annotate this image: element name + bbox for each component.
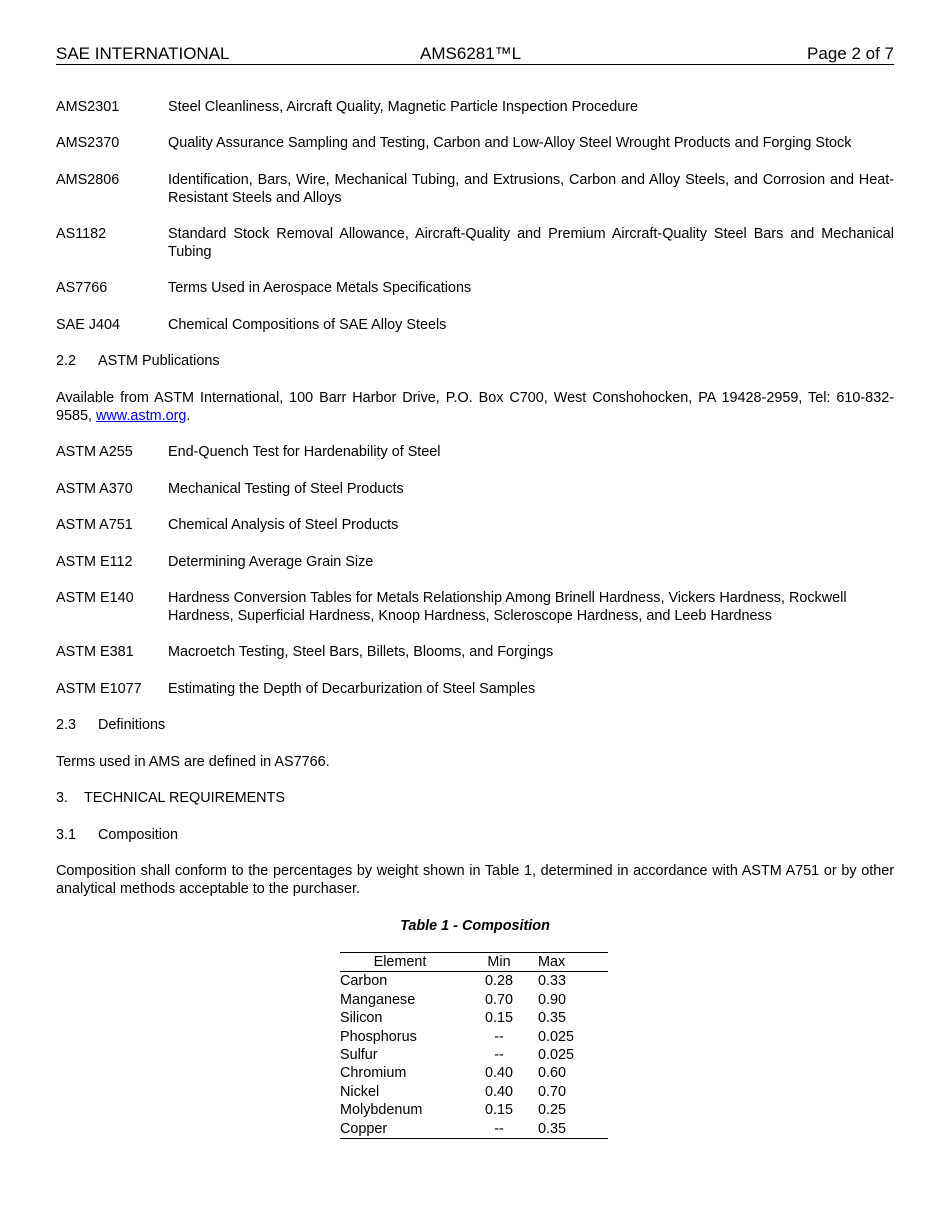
astm-availability-text: Available from ASTM International, 100 Barr Harbor Drive, P.O. Box C700, West Conshohocken, PA 19428-2959, Tel: 610-832-9585, [56, 390, 894, 424]
cell-max: 0.025 [538, 1028, 575, 1045]
reference-code: ASTM E112 [56, 554, 133, 570]
header-min: Min [460, 953, 538, 972]
reference-title: Mechanical Testing of Steel Products [168, 481, 404, 497]
cell-element: Molybdenum [340, 1102, 423, 1119]
cell-max: 0.025 [538, 1047, 575, 1064]
section-heading-2-3 [56, 716, 894, 734]
table-caption: Table 1 - Composition [400, 918, 550, 934]
astm-website-link[interactable]: www.astm.org [96, 408, 187, 424]
cell-element: Silicon [340, 1010, 383, 1027]
cell-min: 0.40 [484, 1083, 513, 1100]
table-row [340, 1009, 608, 1027]
table-header-row [340, 953, 608, 972]
cell-element: Sulfur [340, 1047, 378, 1064]
reference-item [56, 589, 894, 625]
cell-max: 0.70 [538, 1083, 567, 1100]
reference-title: Identification, Bars, Wire, Mechanical Tubing, and Extrusions, Carbon and Alloy Steels, and Corrosion and Heat-Resistant Steels and Alloys [168, 172, 894, 206]
reference-item [56, 279, 894, 297]
table-row [340, 1064, 608, 1082]
reference-title: Steel Cleanliness, Aircraft Quality, Magnetic Particle Inspection Procedure [168, 99, 639, 115]
cell-element: Phosphorus [340, 1028, 417, 1045]
reference-code: ASTM E1077 [56, 681, 142, 697]
header-org: SAE INTERNATIONAL [56, 44, 230, 63]
table-row [340, 1101, 608, 1119]
cell-min: -- [460, 1120, 538, 1139]
reference-item [56, 553, 894, 571]
composition-paragraph: Composition shall conform to the percentages by weight shown in Table 1, determined in accordance with ASTM A751 or by other analytical methods acceptable to the purchaser. [56, 863, 894, 897]
cell-min: -- [494, 1047, 504, 1064]
reference-code: ASTM E381 [56, 644, 134, 660]
cell-element: Nickel [340, 1083, 380, 1100]
reference-title: Standard Stock Removal Allowance, Aircraft-Quality and Premium Aircraft-Quality Steel Bars and Mechanical Tubing [168, 226, 894, 260]
cell-max: 0.33 [538, 973, 567, 990]
reference-code: ASTM A255 [56, 444, 133, 460]
table-row [340, 1083, 608, 1101]
cell-min: 0.28 [484, 973, 513, 990]
reference-title: Terms Used in Aerospace Metals Specifications [168, 280, 472, 296]
cell-min: 0.15 [484, 1102, 513, 1119]
section-number: 2.3 [56, 717, 77, 733]
cell-max: 0.90 [538, 991, 567, 1008]
section-title: Definitions [98, 717, 166, 733]
composition-table [340, 952, 608, 1139]
reference-title: End-Quench Test for Hardenability of Steel [168, 444, 441, 460]
header-element: Element [340, 953, 460, 972]
reference-item [56, 316, 894, 334]
table-row [340, 1028, 608, 1046]
reference-item [56, 443, 894, 461]
section-title: TECHNICAL REQUIREMENTS [84, 790, 285, 806]
reference-title: Chemical Compositions of SAE Alloy Steels [168, 317, 447, 333]
reference-code: AMS2301 [56, 99, 120, 115]
reference-item [56, 516, 894, 534]
section-number: 3.1 [56, 827, 77, 843]
table-row [340, 972, 608, 991]
cell-min: 0.40 [484, 1065, 513, 1082]
reference-code: AS7766 [56, 280, 108, 296]
cell-element: Manganese [340, 991, 416, 1008]
reference-code: ASTM A751 [56, 517, 133, 533]
cell-max: 0.35 [538, 1010, 567, 1027]
section-heading-2-2 [56, 352, 894, 370]
cell-max: 0.35 [538, 1120, 608, 1139]
reference-code: ASTM A370 [56, 481, 133, 497]
astm-availability-end: . [186, 408, 191, 424]
reference-item [56, 643, 894, 661]
cell-min: 0.15 [484, 1010, 513, 1027]
reference-code: AS1182 [56, 226, 107, 242]
reference-item [56, 98, 894, 116]
reference-title: Quality Assurance Sampling and Testing, Carbon and Low-Alloy Steel Wrought Products and Forging Stock [168, 135, 852, 151]
reference-title: Hardness Conversion Tables for Metals Relationship Among Brinell Hardness, Vickers Hardness, Rockwell Hardness, Superficial Hardness, Knoop Hardness, Scleroscope Hardness, and Leeb Hardness [168, 590, 847, 624]
reference-title: Macroetch Testing, Steel Bars, Billets, Blooms, and Forgings [168, 644, 554, 660]
section-number: 2.2 [56, 353, 77, 369]
reference-title: Determining Average Grain Size [168, 554, 374, 570]
cell-element: Carbon [340, 973, 388, 990]
table-row [340, 1120, 608, 1139]
section-number: 3. [56, 790, 69, 806]
page-header [56, 44, 894, 65]
reference-code: ASTM E140 [56, 590, 134, 606]
section-title: Composition [98, 827, 178, 843]
cell-element: Chromium [340, 1065, 407, 1082]
definitions-paragraph: Terms used in AMS are defined in AS7766. [56, 754, 330, 770]
cell-min: -- [494, 1028, 504, 1045]
reference-item [56, 480, 894, 498]
reference-code: SAE J404 [56, 317, 120, 333]
cell-element: Copper [340, 1120, 460, 1139]
table-row [340, 1046, 608, 1064]
reference-title: Chemical Analysis of Steel Products [168, 517, 399, 533]
header-max: Max [538, 953, 608, 972]
section-heading-3-1 [56, 826, 894, 844]
reference-code: AMS2806 [56, 172, 120, 188]
astm-availability-paragraph [56, 389, 894, 425]
header-doc-id: AMS6281™L [420, 44, 522, 63]
header-page-number: Page 2 of 7 [807, 44, 894, 63]
cell-max: 0.25 [538, 1102, 567, 1119]
reference-code: AMS2370 [56, 135, 120, 151]
reference-item [56, 171, 894, 207]
cell-min: 0.70 [484, 991, 513, 1008]
reference-item [56, 680, 894, 698]
section-heading-3 [56, 789, 894, 807]
reference-item [56, 225, 894, 261]
cell-max: 0.60 [538, 1065, 567, 1082]
reference-item [56, 134, 894, 152]
section-title: ASTM Publications [98, 353, 220, 369]
reference-title: Estimating the Depth of Decarburization of Steel Samples [168, 681, 536, 697]
table-row [340, 991, 608, 1009]
